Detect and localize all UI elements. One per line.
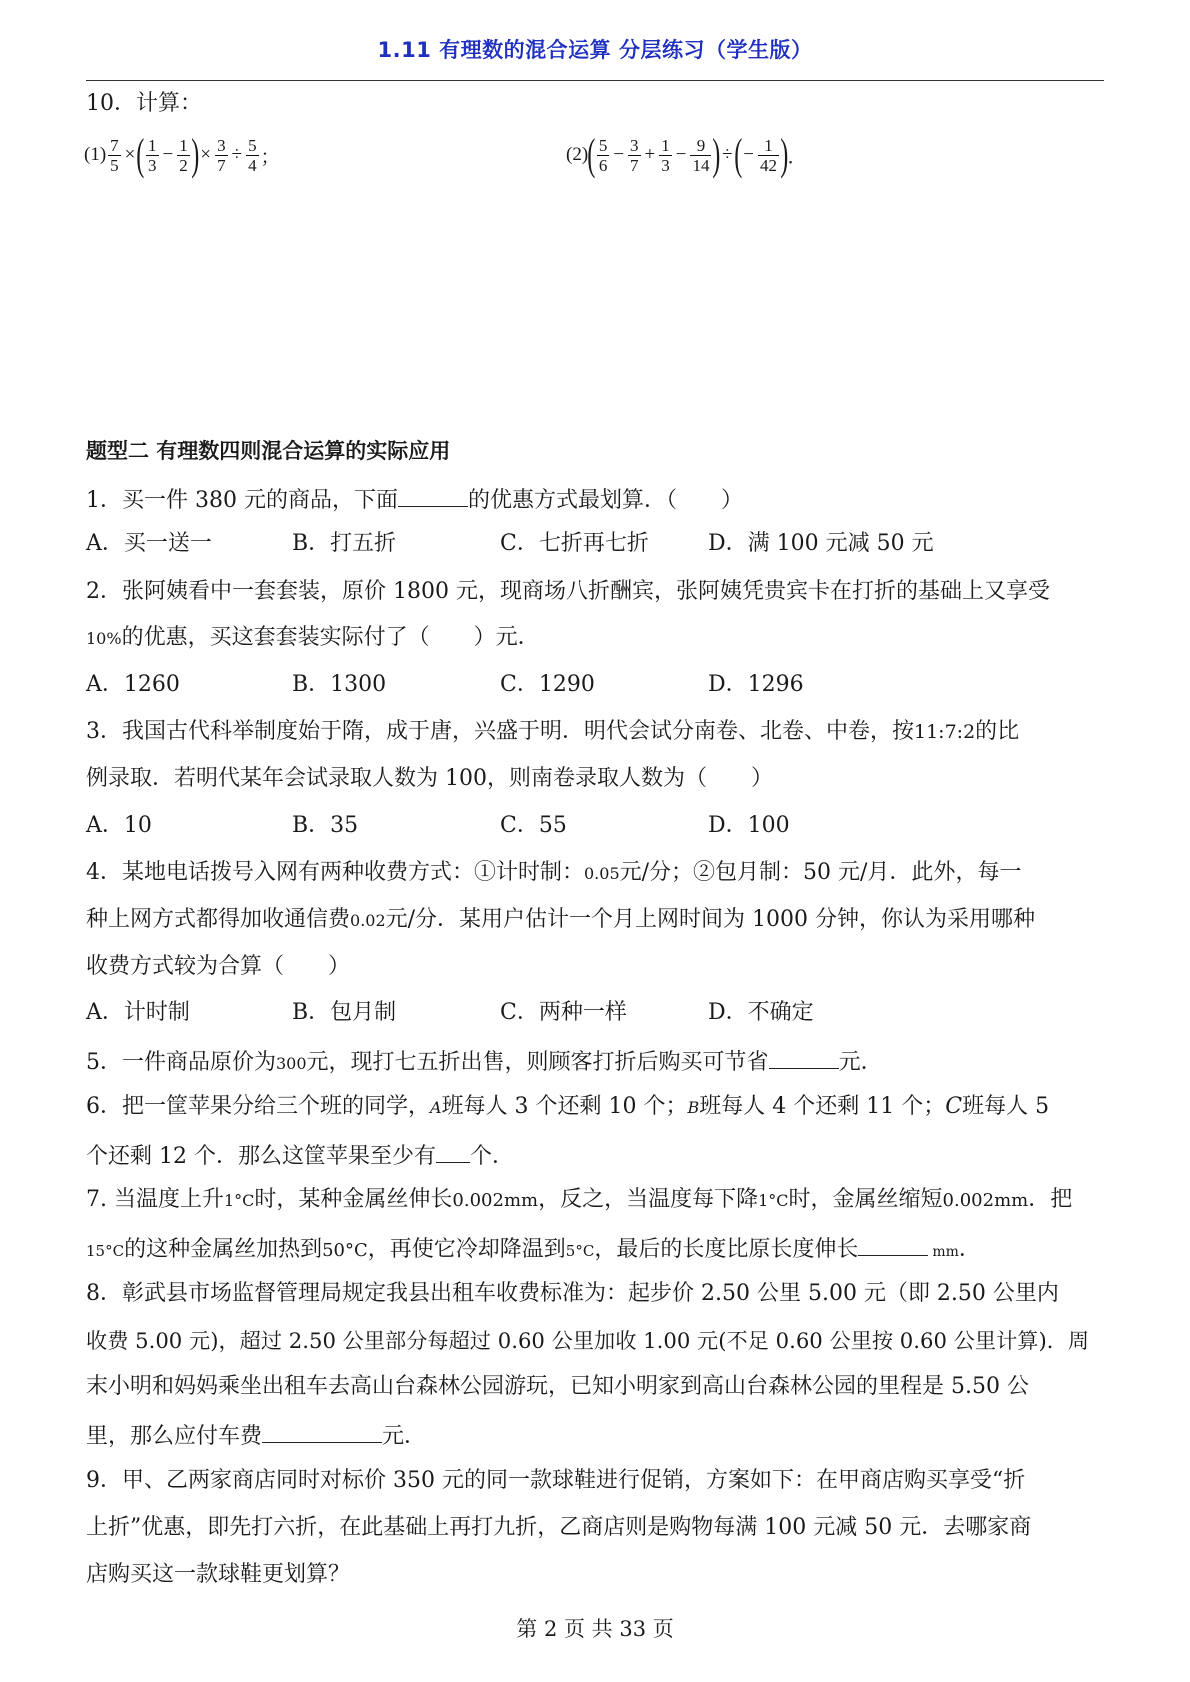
q4-option-d[interactable]: D．不确定: [708, 1000, 814, 1025]
q3-option-d[interactable]: D．100: [708, 813, 790, 838]
q4-line1: 4．某地电话拨号入网有两种收费方式：①计时制：0.05元/分；②包月制：50 元/月．此外，每一: [86, 860, 1022, 885]
q4-option-a[interactable]: A．计时制: [86, 1000, 190, 1025]
fraction: $\frac{3}{7}$: [217, 135, 226, 175]
minus-sign: −: [613, 144, 625, 165]
q9-line2: 上折”优惠，即先打六折，在此基础上再打九折，乙商店则是购物每满 100 元减 50 元．去哪家商: [86, 1515, 1032, 1540]
fraction: $\frac{9}{14}$: [692, 135, 710, 175]
q2-line2: 10%的优惠，买这套套装实际付了（ ）元．: [86, 625, 540, 650]
header-divider: [86, 80, 1104, 81]
q10-p1-tag: (1): [84, 144, 107, 165]
answer-blank[interactable]: [436, 1140, 470, 1163]
q2-line1: 2．张阿姨看中一套套装，原价 1800 元，现商场八折酬宾，张阿姨凭贵宾卡在打折的基础上又享受: [86, 579, 1050, 604]
q6-line2: 个还剩 12 个．那么这筐苹果至少有 个．: [86, 1140, 514, 1171]
q1-text: 1．买一件 380 元的商品，下面 的优惠方式最划算．（ ）: [86, 484, 743, 515]
q1-option-d[interactable]: D．满 100 元减 50 元: [708, 531, 934, 556]
q1-option-b[interactable]: B．打五折: [292, 531, 397, 556]
minus-sign: −: [675, 144, 687, 165]
answer-blank[interactable]: [262, 1420, 382, 1443]
q1-option-a[interactable]: A．买一送一: [86, 531, 212, 556]
q6-line1: 6．把一筐苹果分给三个班的同学，A班每人 3 个还剩 10 个；B班每人 4 个还剩 11 个；C班每人 5: [86, 1094, 1050, 1119]
times-sign: ×: [200, 144, 212, 165]
left-paren: (: [587, 130, 596, 179]
q3-line1: 3．我国古代科举制度始于隋，成于唐，兴盛于明．明代会试分南卷、北卷、中卷，按11:7:2的比: [86, 719, 1020, 744]
page-title: 1.11 有理数的混合运算 分层练习（学生版）: [377, 38, 813, 62]
minus-sign: −: [162, 144, 174, 165]
times-sign: ×: [124, 144, 136, 165]
fraction: $\frac{1}{3}$: [148, 135, 157, 175]
q2-option-c[interactable]: C．1290: [500, 672, 595, 697]
q4-option-b[interactable]: B．包月制: [292, 1000, 397, 1025]
q3-line2: 例录取．若明代某年会试录取人数为 100，则南卷录取人数为（ ）: [86, 766, 773, 791]
q2-option-d[interactable]: D．1296: [708, 672, 804, 697]
fraction: $\frac{5}{6}$: [598, 135, 608, 175]
section-title: 题型二 有理数四则混合运算的实际应用: [86, 439, 451, 463]
q8-line2: 收费 5.00 元)，超过 2.50 公里部分每超过 0.60 公里加收 1.00 元(不足 0.60 公里按 0.60 公里计算)．周: [86, 1328, 1090, 1353]
q10-part2-expression: [566, 130, 807, 179]
q10-label: 10．计算：: [86, 91, 202, 116]
left-paren: (: [136, 130, 145, 179]
q8-line1: 8．彰武县市场监督管理局规定我县出租车收费标准为：起步价 2.50 公里 5.00 元（即 2.50 公里内: [86, 1281, 1059, 1306]
fraction: $\frac{1}{3}$: [661, 135, 670, 175]
q4-line3: 收费方式较为合算（ ）: [86, 954, 351, 979]
answer-blank[interactable]: [858, 1233, 928, 1256]
q1-option-c[interactable]: C．七折再七折: [500, 531, 649, 556]
q4-line2: 种上网方式都得加收通信费0.02元/分．某用户估计一个月上网时间为 1000 分钟，你认为采用哪种: [86, 907, 1036, 932]
q5-text: 5．一件商品原价为300元，现打七五折出售，则顾客打折后购买可节省 元．: [86, 1046, 883, 1078]
fraction: $\frac{3}{7}$: [630, 135, 639, 175]
page-footer: 第 2 页 共 33 页: [516, 1617, 674, 1641]
fraction: $\frac{7}{5}$: [110, 135, 119, 175]
q10-part1-expression: [84, 130, 280, 179]
q3-option-c[interactable]: C．55: [500, 813, 567, 838]
answer-blank[interactable]: [398, 484, 468, 507]
period: ．: [787, 146, 807, 168]
right-paren: ): [780, 130, 789, 179]
q9-line3: 店购买这一款球鞋更划算？: [86, 1562, 351, 1587]
divide-sign: ÷: [231, 144, 243, 165]
q7-line2: 15°C的这种金属丝加热到50°C，再使它冷却降温到5°C，最后的长度比原长度伸长 mm．: [86, 1233, 981, 1266]
fraction: $\frac{1}{42}$: [759, 135, 777, 175]
fraction: $\frac{5}{4}$: [248, 135, 257, 175]
q7-line1: 7. 当温度上升1°C时，某种金属丝伸长0.002mm，反之，当温度每下降1°C时，金属丝缩短0.002mm．把: [86, 1187, 1073, 1212]
divide-sign: ÷: [722, 144, 733, 165]
q10-p2-tag: (2): [566, 144, 589, 165]
q8-line4: 里，那么应付车费 元．: [86, 1420, 426, 1451]
minus-sign: −: [743, 144, 754, 165]
q3-option-b[interactable]: B．35: [292, 813, 359, 838]
q2-option-b[interactable]: B．1300: [292, 672, 387, 697]
semicolon: ；: [260, 146, 280, 168]
answer-blank[interactable]: [769, 1046, 839, 1069]
q2-option-a[interactable]: A．1260: [86, 672, 180, 697]
left-paren: (: [733, 130, 742, 179]
plus-sign: +: [644, 144, 656, 165]
right-paren: ): [712, 130, 721, 179]
q4-option-c[interactable]: C．两种一样: [500, 1000, 627, 1025]
fraction: $\frac{1}{2}$: [179, 135, 188, 175]
right-paren: ): [191, 130, 200, 179]
q3-option-a[interactable]: A．10: [86, 813, 152, 838]
q8-line3: 末小明和妈妈乘坐出租车去高山台森林公园游玩，已知小明家到高山台森林公园的里程是 5.50 公: [86, 1374, 1029, 1399]
q9-line1: 9．甲、乙两家商店同时对标价 350 元的同一款球鞋进行促销，方案如下：在甲商店购买享受“折: [86, 1468, 1026, 1493]
